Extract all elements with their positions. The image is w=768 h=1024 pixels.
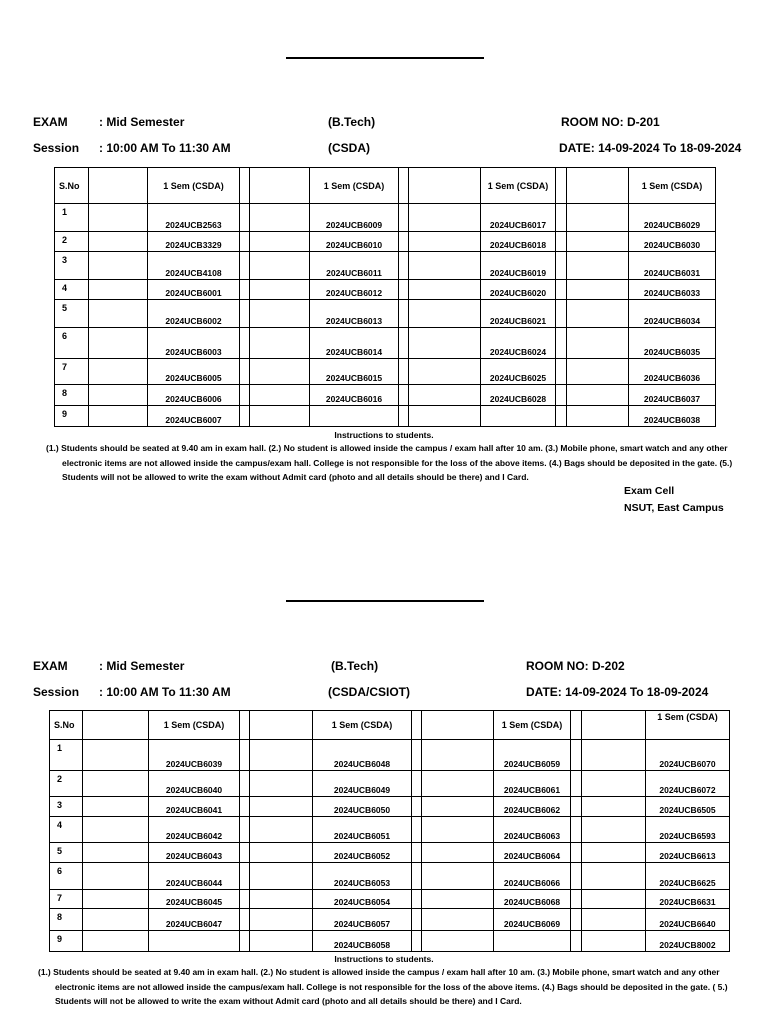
table-row: 7 2024UCB6005 2024UCB6015 2024UCB6025 2024UCB6036: [55, 359, 716, 385]
roll-number: 2024UCB6039: [165, 759, 223, 769]
exam-label: EXAM: [33, 115, 68, 129]
branch: (CSDA): [328, 141, 370, 155]
roll-number: 2024UCB6054: [333, 897, 391, 907]
roll-number: 2024UCB6640: [659, 919, 716, 929]
room-number: ROOM NO: D-202: [526, 659, 625, 673]
roll-number: 2024UCB6069: [503, 919, 561, 929]
exam-value: : Mid Semester: [99, 659, 185, 673]
roll-number: 2024UCB6007: [165, 415, 222, 425]
roll-number: 2024UCB6013: [325, 316, 383, 326]
roll-number: 2024UCB6016: [325, 394, 383, 404]
roll-number: 2024UCB6047: [165, 919, 223, 929]
column-header: 1 Sem (CSDA): [646, 711, 730, 740]
exam-dates: DATE: 14-09-2024 To 18-09-2024: [559, 141, 742, 155]
roll-number: 2024UCB6037: [643, 394, 701, 404]
table-row: 4 2024UCB6042 2024UCB6051 2024UCB6063 2024UCB6593: [50, 817, 730, 843]
room-number: ROOM NO: D-201: [561, 115, 660, 129]
roll-number: 2024UCB6063: [503, 831, 561, 841]
table-row: 8 2024UCB6006 2024UCB6016 2024UCB6028 2024UCB6037: [55, 385, 716, 406]
roll-number: 2024UCB6505: [659, 805, 716, 815]
table-row: 9 2024UCB6007 2024UCB6038: [55, 406, 716, 427]
roll-number: 2024UCB6034: [643, 316, 701, 326]
roll-number: 2024UCB6043: [165, 851, 223, 861]
table-row: 2 2024UCB3329 2024UCB6010 2024UCB6018 2024UCB6030: [55, 232, 716, 252]
roll-number: 2024UCB6024: [489, 347, 547, 357]
roll-number: 2024UCB6003: [165, 347, 222, 357]
roll-number: 2024UCB6028: [489, 394, 547, 404]
seating-table-2: [49, 710, 730, 952]
roll-number: 2024UCB6625: [659, 878, 716, 888]
column-header: 1 Sem (CSDA): [148, 168, 240, 204]
roll-number: 2024UCB6044: [165, 878, 223, 888]
roll-number: 2024UCB6062: [503, 805, 561, 815]
table-row: 2 2024UCB6040 2024UCB6049 2024UCB6061 2024UCB6072: [50, 771, 730, 797]
roll-number: [494, 950, 570, 951]
roll-number: 2024UCB4108: [165, 268, 222, 278]
roll-number: 2024UCB6052: [333, 851, 391, 861]
roll-number: 2024UCB6012: [325, 288, 383, 298]
signature-campus: NSUT, East Campus: [624, 502, 724, 514]
roll-number: 2024UCB6035: [643, 347, 701, 357]
roll-number: 2024UCB6038: [643, 415, 701, 425]
roll-number: 2024UCB6005: [165, 373, 222, 383]
sno-header: S.No: [55, 168, 89, 204]
roll-number: 2024UCB2563: [165, 220, 222, 230]
roll-number: 2024UCB6050: [333, 805, 391, 815]
exam-value: : Mid Semester: [99, 115, 185, 129]
roll-number: 2024UCB6072: [659, 785, 716, 795]
roll-number: 2024UCB6017: [489, 220, 547, 230]
program: (B.Tech): [328, 115, 376, 129]
roll-number: [310, 425, 398, 426]
roll-number: 2024UCB6070: [659, 759, 716, 769]
roll-number: 2024UCB6010: [325, 240, 383, 250]
column-header: 1 Sem (CSDA): [629, 168, 716, 204]
sno-header: S.No: [50, 711, 83, 740]
instructions-title: Instructions to students.: [334, 954, 434, 964]
table-row: 5 2024UCB6002 2024UCB6013 2024UCB6021 2024UCB6034: [55, 300, 716, 328]
roll-number: 2024UCB6036: [643, 373, 701, 383]
session-value: : 10:00 AM To 11:30 AM: [99, 141, 231, 155]
table-row: 8 2024UCB6047 2024UCB6057 2024UCB6069 2024UCB6640: [50, 909, 730, 931]
roll-number: 2024UCB6020: [489, 288, 547, 298]
table-row: 1 2024UCB6039 2024UCB6048 2024UCB6059 2024UCB6070: [50, 740, 730, 771]
column-header: 1 Sem (CSDA): [494, 711, 571, 740]
roll-number: 2024UCB3329: [165, 240, 222, 250]
session-value: : 10:00 AM To 11:30 AM: [99, 685, 231, 699]
instructions-text: (1.) Students should be seated at 9.40 am in exam hall. (2.) No student is allowed inside the campus / exam hall after 10 am. (3.) Mobile phone, smart watch and any other electronic items are not allowed inside the campus/exam hall. College is not responsible for the loss of the above items. (4.) Bags should be deposited in the gate. ( 5.) Students will not be allowed to write the exam without Admit card (photo and all details should be there) and I Card.: [38, 967, 728, 1006]
roll-number: 2024UCB6018: [489, 240, 547, 250]
seating-table-1: [54, 167, 716, 427]
roll-number: 2024UCB6058: [333, 940, 391, 950]
roll-number: 2024UCB8002: [659, 940, 716, 950]
roll-number: 2024UCB6059: [503, 759, 561, 769]
roll-number: 2024UCB6613: [659, 851, 716, 861]
roll-number: 2024UCB6064: [503, 851, 561, 861]
table-row: 6 2024UCB6044 2024UCB6053 2024UCB6066 2024UCB6625: [50, 863, 730, 890]
roll-number: 2024UCB6031: [643, 268, 701, 278]
instructions-title: Instructions to students.: [334, 430, 434, 440]
roll-number: 2024UCB6057: [333, 919, 391, 929]
top-rule-2: [286, 600, 484, 602]
roll-number: 2024UCB6025: [489, 373, 547, 383]
roll-number: 2024UCB6033: [643, 288, 701, 298]
roll-number: 2024UCB6021: [489, 316, 547, 326]
column-header: 1 Sem (CSDA): [310, 168, 399, 204]
roll-number: 2024UCB6068: [503, 897, 561, 907]
table-row: 7 2024UCB6045 2024UCB6054 2024UCB6068 2024UCB6631: [50, 890, 730, 909]
table-row: 4 2024UCB6001 2024UCB6012 2024UCB6020 2024UCB6033: [55, 280, 716, 300]
roll-number: 2024UCB6045: [165, 897, 223, 907]
roll-number: 2024UCB6002: [165, 316, 222, 326]
table-row: 3 2024UCB4108 2024UCB6011 2024UCB6019 2024UCB6031: [55, 252, 716, 280]
roll-number: 2024UCB6006: [165, 394, 222, 404]
program: (B.Tech): [331, 659, 379, 673]
table-row: 6 2024UCB6003 2024UCB6014 2024UCB6024 2024UCB6035: [55, 328, 716, 359]
roll-number: 2024UCB6001: [165, 288, 222, 298]
roll-number: 2024UCB6015: [325, 373, 383, 383]
roll-number: 2024UCB6061: [503, 785, 561, 795]
roll-number: 2024UCB6593: [659, 831, 716, 841]
roll-number: 2024UCB6019: [489, 268, 547, 278]
roll-number: 2024UCB6011: [326, 268, 382, 278]
roll-number: 2024UCB6631: [659, 897, 716, 907]
roll-number: 2024UCB6030: [643, 240, 701, 250]
roll-number: 2024UCB6066: [503, 878, 561, 888]
column-header: 1 Sem (CSDA): [149, 711, 240, 740]
roll-number: [481, 425, 555, 426]
signature-exam-cell: Exam Cell: [624, 485, 675, 497]
instructions-text: (1.) Students should be seated at 9.40 am in exam hall. (2.) No student is allowed inside the campus / exam hall after 10 am. (3.) Mobile phone, smart watch and any other electronic items are not allowed inside the campus/exam hall. College is not responsible for the loss of the above items. (4.) Bags should be deposited in the gate. (5.) Students will not be allowed to write the exam without Admit card (photo and all details should be there) and I Card.: [46, 443, 733, 482]
roll-number: 2024UCB6051: [333, 831, 391, 841]
table-row: 1 2024UCB2563 2024UCB6009 2024UCB6017 2024UCB6029: [55, 204, 716, 232]
roll-number: 2024UCB6009: [325, 220, 383, 230]
roll-number: 2024UCB6053: [333, 878, 391, 888]
roll-number: [149, 950, 239, 951]
table-row: 9 2024UCB6058 2024UCB8002: [50, 931, 730, 952]
session-label: Session: [33, 141, 80, 155]
table-row: 5 2024UCB6043 2024UCB6052 2024UCB6064 2024UCB6613: [50, 843, 730, 863]
roll-number: 2024UCB6048: [333, 759, 391, 769]
roll-number: 2024UCB6029: [643, 220, 701, 230]
roll-number: 2024UCB6049: [333, 785, 391, 795]
roll-number: 2024UCB6042: [165, 831, 223, 841]
top-rule-1: [286, 57, 484, 59]
exam-dates: DATE: 14-09-2024 To 18-09-2024: [526, 685, 709, 699]
column-header: 1 Sem (CSDA): [313, 711, 412, 740]
column-header: 1 Sem (CSDA): [481, 168, 556, 204]
table-row: 3 2024UCB6041 2024UCB6050 2024UCB6062 2024UCB6505: [50, 797, 730, 817]
roll-number: 2024UCB6014: [325, 347, 383, 357]
roll-number: 2024UCB6040: [165, 785, 223, 795]
roll-number: 2024UCB6041: [165, 805, 223, 815]
branch: (CSDA/CSIOT): [328, 685, 410, 699]
session-label: Session: [33, 685, 80, 699]
exam-label: EXAM: [33, 659, 68, 673]
